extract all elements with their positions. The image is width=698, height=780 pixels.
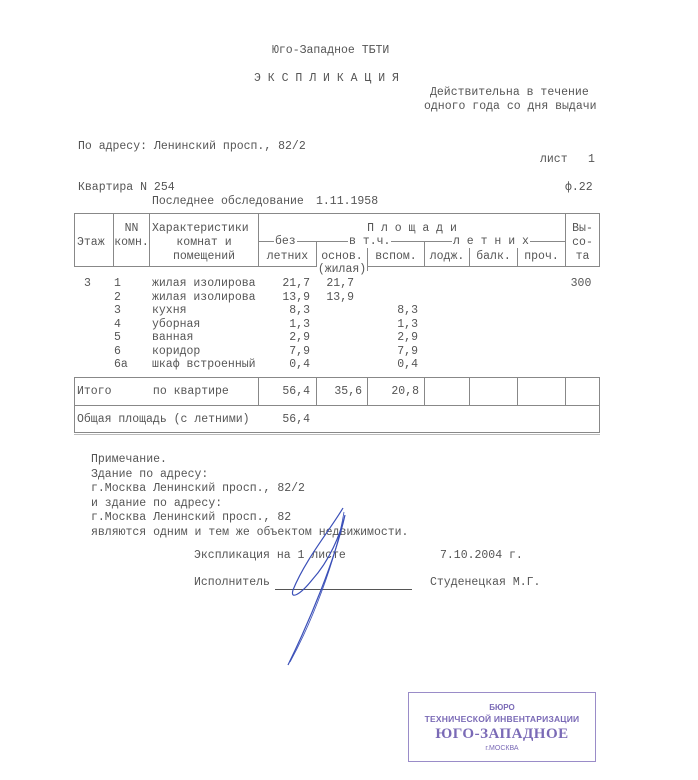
validity-line-2: одного года со дня выдачи xyxy=(424,100,597,113)
cell-aux-area: 7,9 xyxy=(397,344,418,358)
overall-area-value: 56,4 xyxy=(282,413,310,426)
col-incl-header: в т.ч. xyxy=(349,235,391,248)
note-line: г.Москва Ленинский просп., 82/2 xyxy=(91,482,305,495)
col-main-header-1: основ. xyxy=(321,250,363,263)
cell-description: уборная xyxy=(152,317,201,331)
cell-room-number: 6а xyxy=(114,358,128,371)
col-char-header-2: комнат и xyxy=(176,236,232,249)
cell-room-number: 3 xyxy=(114,304,121,317)
col-height-header-1: Вы- xyxy=(572,222,593,235)
overall-area-label: Общая площадь (с летними) xyxy=(77,413,250,426)
col-loggia-header: лодж. xyxy=(429,250,465,263)
cell-total-area: 21,7 xyxy=(282,277,310,290)
cell-room-number: 1 xyxy=(114,277,121,290)
col-floor-header: Этаж xyxy=(77,236,105,249)
cell-total-area: 13,9 xyxy=(282,290,310,304)
cell-aux-area: 8,3 xyxy=(397,304,418,317)
sheets-count-text: Экспликация на 1 листе xyxy=(194,549,346,562)
col-without-header: без xyxy=(275,235,296,248)
validity-line-1: Действительна в течение xyxy=(430,86,589,99)
totals-main: 35,6 xyxy=(334,385,362,398)
col-summer-header: л е т н и х xyxy=(453,235,529,248)
last-survey-date: 1.11.1958 xyxy=(316,195,379,208)
col-char-header-3: помещений xyxy=(172,250,236,263)
cell-aux-area: 0,4 xyxy=(397,358,418,371)
cell-main-area: 21,7 xyxy=(326,277,354,290)
cell-description: жилая изолирова xyxy=(152,290,256,304)
last-survey-label: Последнее обследование xyxy=(152,195,304,208)
sheet-label: лист xyxy=(540,153,568,166)
cell-description: ванная xyxy=(152,331,194,344)
col-without-summer-header: летних xyxy=(266,250,309,263)
address: По адресу: Ленинский просп., 82/2 xyxy=(78,140,306,153)
official-stamp xyxy=(408,692,596,762)
note-line: являются одним и тем же объектом недвижимости. xyxy=(91,525,409,539)
cell-total-area: 8,3 xyxy=(289,304,310,317)
note-title: Примечание. xyxy=(91,453,167,466)
note-line: и здание по адресу: xyxy=(91,496,223,510)
executor-label: Исполнитель xyxy=(194,576,270,589)
cell-floor: 3 xyxy=(84,277,91,290)
executor-name: Студенецкая М.Г. xyxy=(430,576,541,589)
cell-description: кухня xyxy=(152,304,187,317)
stamp-line-4: г.МОСКВА xyxy=(485,745,519,752)
totals-label: Итого по квартире xyxy=(77,385,229,398)
document-title: Э К С П Л И К А Ц И Я xyxy=(254,72,399,85)
col-room-header-1: NN xyxy=(124,222,139,235)
col-height-header-3: та xyxy=(575,250,590,263)
note-line: Здание по адресу: xyxy=(91,467,209,481)
form-number: ф.22 xyxy=(565,181,593,194)
col-other-header: проч. xyxy=(524,250,559,263)
cell-aux-area: 1,3 xyxy=(397,317,418,331)
cell-room-number: 2 xyxy=(114,290,121,304)
organization-name: Юго-Западное ТБТИ xyxy=(272,44,390,57)
cell-description: шкаф встроенный xyxy=(152,358,256,371)
note-line: г.Москва Ленинский просп., 82 xyxy=(91,511,292,524)
sheet-number: 1 xyxy=(588,153,595,166)
cell-main-area: 13,9 xyxy=(326,290,354,304)
cell-total-area: 0,4 xyxy=(289,358,310,371)
document-date: 7.10.2004 г. xyxy=(440,549,523,562)
col-char-header-1: Характеристики xyxy=(152,222,249,235)
col-aux-header: вспом. xyxy=(375,250,417,263)
apartment-number: Квартира N 254 xyxy=(78,181,175,194)
col-balcony-header: балк. xyxy=(476,250,511,263)
stamp-line-3: ЮГО-ЗАПАДНОЕ xyxy=(435,726,569,742)
stamp-line-1: БЮРО xyxy=(489,703,515,712)
cell-height: 300 xyxy=(570,277,592,290)
cell-room-number: 4 xyxy=(114,317,121,331)
col-room-header-2: комн. xyxy=(114,236,149,249)
cell-description: коридор xyxy=(152,344,201,358)
cell-total-area: 2,9 xyxy=(289,331,310,344)
col-areas-header: П л о щ а д и xyxy=(367,222,457,235)
cell-total-area: 1,3 xyxy=(289,317,310,331)
cell-room-number: 5 xyxy=(114,331,121,344)
totals-aux: 20,8 xyxy=(391,385,419,398)
col-main-header-2: (жилая) xyxy=(317,263,367,276)
totals-total: 56,4 xyxy=(282,385,310,398)
stamp-line-2: ТЕХНИЧЕСКОЙ ИНВЕНТАРИЗАЦИИ xyxy=(424,714,580,724)
cell-total-area: 7,9 xyxy=(289,344,310,358)
cell-room-number: 6 xyxy=(114,344,121,358)
cell-aux-area: 2,9 xyxy=(397,331,418,344)
col-height-header-2: со- xyxy=(572,236,593,249)
cell-description: жилая изолирова xyxy=(152,277,256,290)
